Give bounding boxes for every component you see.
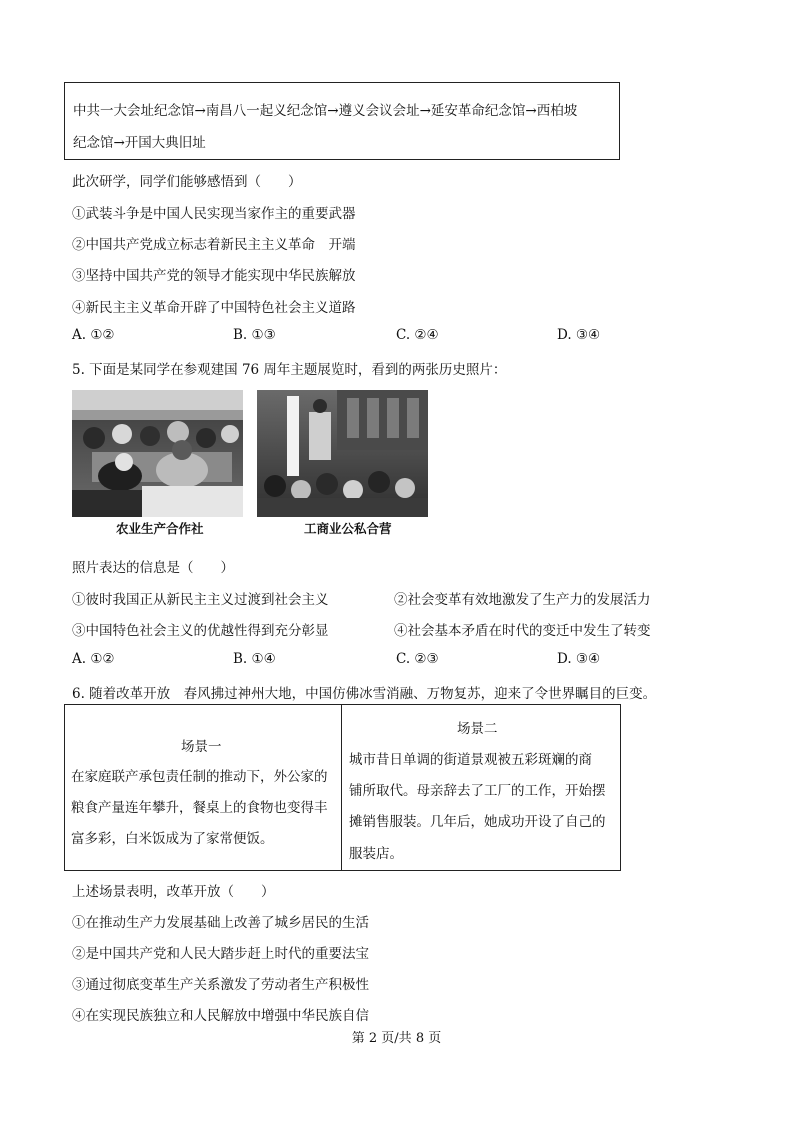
q6-item-3: ③通过彻底变革生产关系激发了劳动者生产积极性 [72, 977, 369, 993]
photo1-image [72, 390, 243, 517]
route-line-1: 中共一大会址纪念馆→南昌八一起义纪念馆→遵义会议会址→延安革命纪念馆→西柏坡 [73, 103, 578, 119]
scene2-line-1: 城市昔日单调的街道景观被五彩斑斓的商 [349, 752, 592, 768]
q4-choice-c[interactable]: C. ②④ [396, 327, 439, 343]
q5-choice-a[interactable]: A. ①② [72, 651, 115, 667]
scene1-title: 场景一 [181, 739, 222, 755]
photo2-caption: 工商业公私合营 [304, 521, 392, 536]
scene-table [64, 704, 621, 871]
q4-item-4: ④新民主主义革命开辟了中国特色社会主义道路 [72, 300, 356, 316]
q6-question: 上述场景表明，改革开放（ ） [72, 884, 275, 900]
q5-item-3: ③中国特色社会主义的优越性得到充分彰显 [72, 623, 329, 639]
q4-choice-b[interactable]: B. ①③ [233, 327, 276, 343]
q4-item-1: ①武装斗争是中国人民实现当家作主的重要武器 [72, 206, 356, 222]
photo-public-private-partnership [257, 390, 428, 517]
q5-choice-b[interactable]: B. ①④ [233, 651, 276, 667]
q6-item-1: ①在推动生产力发展基础上改善了城乡居民的生活 [72, 915, 369, 931]
q5-choice-d[interactable]: D. ③④ [557, 651, 601, 667]
q5-item-1: ①彼时我国正从新民主主义过渡到社会主义 [72, 592, 329, 608]
photo2-image [257, 390, 428, 517]
route-line-2: 纪念馆→开国大典旧址 [73, 135, 206, 151]
photo-agricultural-cooperative [72, 390, 243, 517]
page-footer: 第 2 页/共 8 页 [351, 1031, 442, 1046]
scene2-line-4: 服装店。 [349, 846, 403, 862]
q5-question: 照片表达的信息是（ ） [72, 560, 234, 576]
q5-item-4: ④社会基本矛盾在时代的变迁中发生了转变 [394, 623, 651, 639]
q6-stem: 6. 随着改革开放 春风拂过神州大地，中国仿佛冰雪消融、万物复苏，迎来了令世界瞩目的巨变。 [72, 686, 657, 702]
scene1-line-3: 富多彩，白米饭成为了家常便饭。 [71, 831, 274, 847]
route-box [64, 82, 620, 160]
q4-choice-a[interactable]: A. ①② [72, 327, 115, 343]
q5-choice-c[interactable]: C. ②③ [396, 651, 439, 667]
q4-choice-d[interactable]: D. ③④ [557, 327, 601, 343]
scene1-line-2: 粮食产量连年攀升，餐桌上的食物也变得丰 [71, 800, 328, 816]
q6-item-2: ②是中国共产党和人民大踏步赶上时代的重要法宝 [72, 946, 369, 962]
scene2-title: 场景二 [457, 721, 498, 737]
q5-stem: 5. 下面是某同学在参观建国 76 周年主题展览时，看到的两张历史照片： [72, 362, 507, 378]
photo1-caption: 农业生产合作社 [116, 521, 204, 536]
q5-item-2: ②社会变革有效地激发了生产力的发展活力 [394, 592, 651, 608]
scene2-line-2: 铺所取代。母亲辞去了工厂的工作，开始摆 [349, 783, 606, 799]
q4-item-3: ③坚持中国共产党的领导才能实现中华民族解放 [72, 268, 356, 284]
scene1-line-1: 在家庭联产承包责任制的推动下，外公家的 [71, 769, 328, 785]
scene2-line-3: 摊销售服装。几年后，她成功开设了自己的 [349, 814, 606, 830]
q4-item-2: ②中国共产党成立标志着新民主主义革命 开端 [72, 237, 356, 253]
q4-stem: 此次研学，同学们能够感悟到（ ） [72, 174, 302, 190]
table-divider [341, 705, 342, 870]
q6-item-4: ④在实现民族独立和人民解放中增强中华民族自信 [72, 1008, 369, 1024]
